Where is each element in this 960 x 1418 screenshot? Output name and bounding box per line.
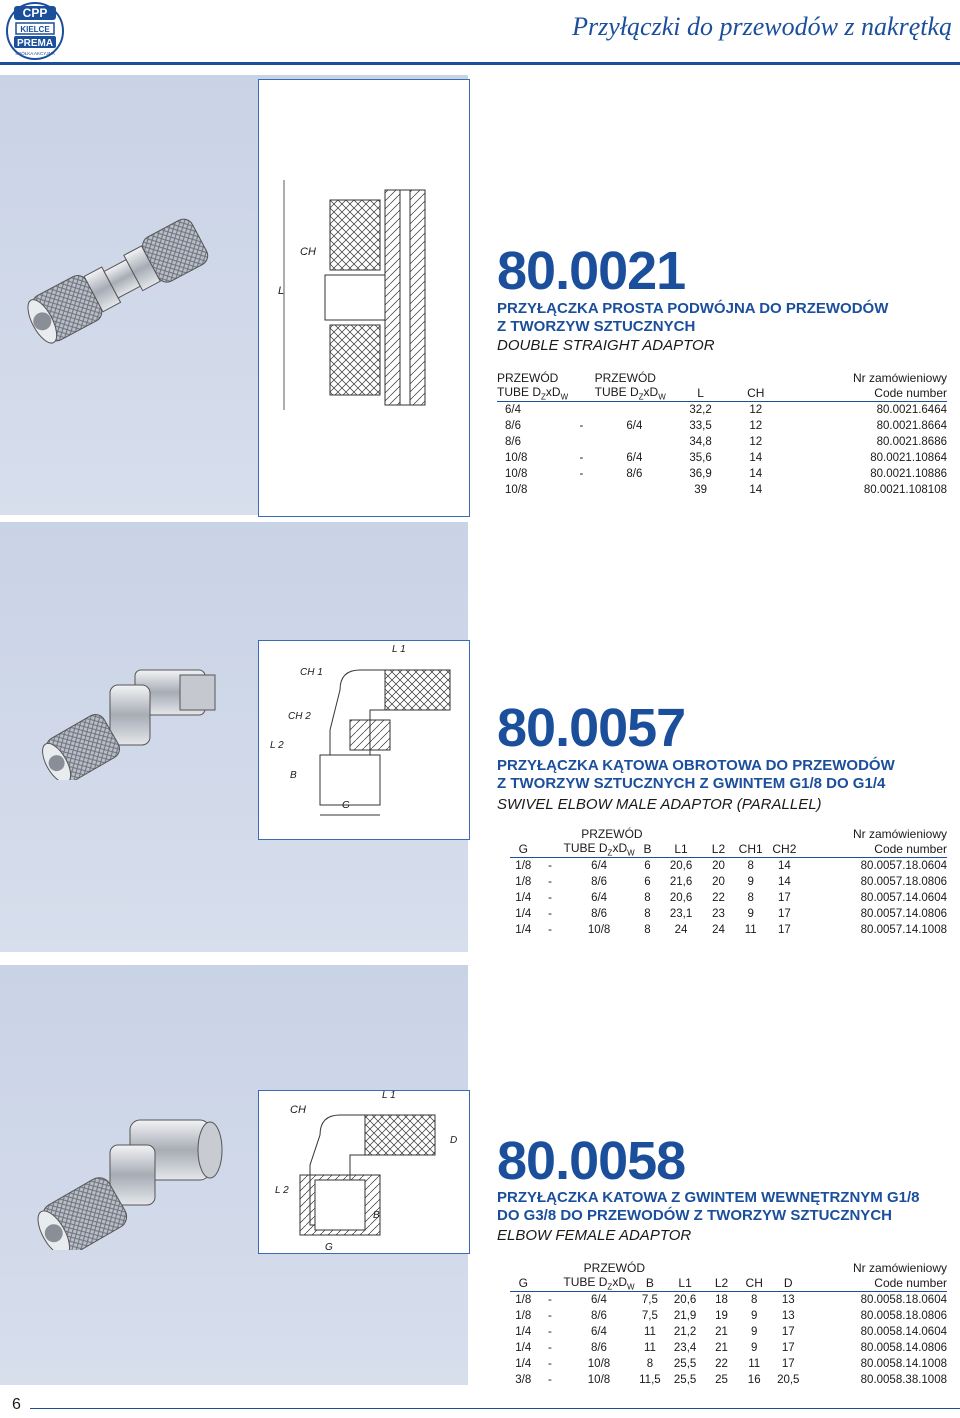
table-cell: - [579,452,584,465]
table-cell: 16 [747,1374,761,1387]
page-number: 6 [12,1396,21,1413]
table-cell: 80.0058.38.1008 [860,1374,947,1387]
table-cell: 7,5 [641,1294,658,1307]
table-cell: 80.0058.14.0806 [860,1342,947,1355]
table-cell: 8/6 [590,1342,607,1355]
table-cell: 9 [747,908,754,921]
table-cell: 32,2 [689,404,712,417]
table-cell: 80.0021.6464 [876,404,947,417]
table-cell: 9 [747,876,754,889]
table-cell: 23 [712,908,725,921]
col-header-l2: L2 [711,842,726,857]
table-cell: 20 [712,876,725,889]
col-header-l1: L1 [674,842,688,857]
table-cell: 8/6 [626,468,643,481]
drawing-label-d: D [450,1135,458,1146]
table-cell: 22 [715,1358,728,1371]
table-cell: 9 [751,1342,758,1355]
col-header-b: B [645,1276,654,1291]
col-header-ch1: CH1 [738,842,763,857]
table-cell: 20,5 [777,1374,800,1387]
table-cell: 1/8 [515,876,532,889]
product-title-pl [497,1189,919,1225]
table-cell: 80.0057.18.0806 [860,876,947,889]
col-header-przewod-1: PRZEWÓD [497,370,559,385]
table-cell: 22 [712,892,725,905]
table-row [510,1340,947,1356]
table-row [497,434,947,450]
table-cell: 8 [644,924,651,937]
table-cell: 8 [751,1294,758,1307]
table-cell: 12 [749,420,763,433]
table-cell: - [579,420,584,433]
product-title-pl-line-2: Z TWORZYW SZTUCZNYCH [497,318,696,335]
table-row [497,466,947,482]
table-cell: - [548,876,552,889]
col-header-nr: Nr zamówieniowy [852,826,947,841]
table-cell: 80.0021.10886 [870,468,947,481]
drawing-label-l1: L 1 [382,1090,396,1101]
table-row [510,906,947,922]
product-title-pl-line-1: PRZYŁĄCZKA PROSTA PODWÓJNA DO PRZEWODÓW [497,300,889,317]
product-code: 80.0058 [497,1131,686,1191]
elbow-female-photo [30,1110,230,1250]
table-cell: 80.0058.18.0806 [860,1310,947,1323]
table-cell: 1/8 [515,1310,532,1323]
table-cell: 6/4 [591,892,608,905]
product-code: 80.0057 [497,698,686,758]
table-cell: 6 [644,876,651,889]
table-cell: 9 [751,1326,758,1339]
table-cell: - [548,1326,552,1339]
table-cell: 6/4 [591,860,608,873]
col-header-code: Code number [874,386,947,401]
table-cell: 24 [712,924,725,937]
product-title-pl-line-2: DO G3/8 DO PRZEWODÓW Z TWORZYW SZTUCZNYCH [497,1207,892,1224]
drawing-label-ch1: CH 1 [300,667,323,678]
drawing-label-g: G [325,1242,333,1253]
spec-rows [510,1292,947,1388]
col-header-code: Code number [874,842,947,857]
table-cell: 80.0058.18.0604 [860,1294,947,1307]
table-cell: 8/6 [590,1310,607,1323]
elbow-female-drawing [290,1105,460,1250]
table-cell: 8 [644,908,651,921]
table-cell: 10/8 [505,468,528,481]
table-cell: 10/8 [587,924,611,937]
col-header-l2: L2 [714,1276,729,1291]
svg-text:KIELCE: KIELCE [20,25,50,34]
table-cell [595,482,674,498]
table-cell: 8 [747,860,754,873]
table-cell: 6 [644,860,651,873]
drawing-label-l1: L 1 [392,644,406,655]
table-cell: - [548,1310,552,1323]
table-cell: 12 [749,404,763,417]
table-cell: 80.0057.14.1008 [860,924,947,937]
col-header-tube-1: TUBE D [497,385,542,399]
drawing-label-ch2: CH 2 [288,711,311,722]
table-cell: 20 [712,860,725,873]
col-header-code: Code number [874,1276,947,1291]
drawing-label-l: L [278,285,285,297]
table-cell: 1/8 [515,1294,532,1307]
company-logo [6,2,64,60]
header-rule [0,62,960,65]
table-cell: 14 [749,484,763,497]
straight-adaptor-drawing [270,180,460,415]
table-cell: 23,1 [669,908,693,921]
table-cell: 1/4 [515,892,532,905]
product-title-pl-line-2: Z TWORZYW SZTUCZNYCH Z GWINTEM G1/8 DO G1/4 [497,775,886,792]
table-cell: - [548,1294,552,1307]
svg-text:PREMA: PREMA [16,38,54,49]
product-title-pl [497,300,888,336]
col-header-nr: Nr zamówieniowy [852,1260,947,1275]
table-cell: 80.0021.10864 [870,452,947,465]
col-header-nr: Nr zamówieniowy [852,370,947,385]
table-cell: 24 [674,924,688,937]
table-cell: 8/6 [505,436,521,449]
table-cell: 8/6 [591,908,608,921]
col-header-tube: TUBE D [563,841,608,855]
table-cell: 25,5 [673,1358,697,1371]
straight-adaptor-photo [20,215,220,345]
table-row [510,1324,947,1340]
table-cell: - [548,924,552,937]
table-row [497,482,947,498]
table-cell: 13 [781,1310,795,1323]
table-cell: 9 [751,1310,758,1323]
swivel-elbow-photo [40,660,220,780]
table-cell: 8 [646,1358,654,1371]
table-cell: 13 [781,1294,795,1307]
table-cell: 23,4 [673,1342,697,1355]
drawing-label-b: B [373,1210,380,1221]
table-cell: 17 [781,1342,795,1355]
table-cell: 14 [749,452,763,465]
svg-text:SPÓŁKA AKCYJNA: SPÓŁKA AKCYJNA [15,51,55,56]
table-cell: 6/4 [590,1294,607,1307]
table-cell: 10/8 [505,452,528,465]
table-cell: 80.0058.14.1008 [860,1358,947,1371]
col-header-przewod-2: PRZEWÓD [594,370,656,385]
table-row [497,450,947,466]
col-header-tube-2: TUBE D [594,385,639,399]
table-cell: - [548,908,552,921]
col-header-ch2: CH2 [772,842,797,857]
table-cell: 6/4 [505,404,521,417]
table-cell: 1/4 [515,1358,532,1371]
table-cell: 17 [778,924,791,937]
table-row [510,1356,947,1372]
table-cell: 6/4 [590,1326,607,1339]
table-row [510,890,947,906]
table-cell: 25,5 [673,1374,697,1387]
table-cell: 1/4 [515,1326,532,1339]
table-cell [568,482,595,498]
spec-rows [497,402,947,498]
col-header-l: L [697,386,704,401]
table-row [510,858,947,874]
col-header-tube: TUBE D [563,1275,608,1289]
spec-table-80-0058: PRZEWÓD Nr zamówieniowy G TUBE $D_ZxD_W$ B L1 L2 CH D Code number 1/8 - 6/4 7,5 20,6 18 8 13 80.0058.18.0604 1/8 - 8/6 7,5 21,9 19 9 13 80.0058.18.0806 1/4 - 6/4 11 21,2 21 9 17 80.0058.14.0604 1/4 - 8/6 11 23,4 21 9 17 80.0058.14.0806 1/4 - 10/8 8 25,5 22 11 17 80.0058.14.1008 3/8 - 10/8 11,5 25,5 25 16 20,5 80.0058.38.1008 [510,1260,947,1388]
table-cell: 6/4 [626,420,643,433]
table-cell: 80.0021.108108 [863,484,947,497]
table-cell: - [548,892,552,905]
table-cell: 17 [778,892,791,905]
product-title-pl [497,757,895,793]
col-header-l1: L1 [678,1276,692,1291]
table-cell: 80.0058.14.0604 [860,1326,947,1339]
table-row [510,1308,947,1324]
table-cell: 14 [778,876,791,889]
product-title-pl-line-1: PRZYŁĄCZKA KĄTOWA OBROTOWA DO PRZEWODÓW [497,757,895,774]
table-cell: 8/6 [505,420,521,433]
table-cell: 20,6 [673,1294,697,1307]
table-cell: 21,6 [669,876,693,889]
table-cell: - [579,468,584,481]
table-cell: 14 [778,860,791,873]
table-cell: 10/8 [505,484,528,497]
col-header-g: G [518,1276,528,1291]
table-cell: 80.0021.8664 [876,420,947,433]
product-title-en: SWIVEL ELBOW MALE ADAPTOR (PARALLEL) [497,796,822,813]
table-cell [595,402,674,418]
table-cell: 25 [715,1374,728,1387]
table-cell: 36,9 [689,468,712,481]
drawing-label-g: G [342,800,350,811]
col-header-d: D [783,1276,793,1291]
table-cell: 80.0057.14.0604 [860,892,947,905]
table-cell: 11,5 [639,1374,661,1387]
drawing-label-l2: L 2 [275,1185,289,1196]
col-header-przewod: PRZEWÓD [583,1260,646,1275]
col-header-przewod: PRZEWÓD [581,826,643,841]
table-cell: 11 [744,924,757,937]
table-cell: 1/8 [515,860,532,873]
table-cell: 20,6 [669,892,693,905]
table-cell: - [548,1342,552,1355]
table-cell: 1/4 [515,908,532,921]
page-title: Przyłączki do przewodów z nakrętką [572,12,952,41]
col-header-b: B [643,842,652,857]
table-cell: 35,6 [689,452,712,465]
table-row [510,1372,947,1388]
table-cell: 21 [715,1342,728,1355]
table-cell: 19 [715,1310,728,1323]
spec-rows [510,858,947,938]
table-cell: 3/8 [515,1374,532,1387]
footer-rule [30,1408,960,1409]
table-cell: 10/8 [587,1374,611,1387]
table-cell: 8/6 [591,876,608,889]
table-cell: 1/4 [515,1342,532,1355]
table-cell: 12 [749,436,763,449]
table-cell: 20,6 [669,860,693,873]
table-cell: 8 [747,892,754,905]
table-cell: 17 [778,908,791,921]
table-cell: 8 [644,892,651,905]
product-title-en: DOUBLE STRAIGHT ADAPTOR [497,337,715,354]
table-cell: - [548,1374,552,1387]
table-cell: 10/8 [587,1358,611,1371]
table-cell: 80.0021.8686 [876,436,947,449]
swivel-elbow-drawing [300,660,465,825]
table-cell: 1/4 [515,924,532,937]
product-title-en: ELBOW FEMALE ADAPTOR [497,1227,692,1244]
table-cell: 11 [643,1342,656,1355]
drawing-label-ch: CH [300,246,316,258]
table-row [510,922,947,938]
table-cell [595,434,674,450]
table-cell: 11 [643,1326,656,1339]
table-cell: 17 [781,1358,795,1371]
drawing-label-b: B [290,770,297,781]
table-row [510,874,947,890]
spec-table-80-0057: PRZEWÓD Nr zamówieniowy G TUBE $D_ZxD_W$ B L1 L2 CH1 CH2 Code number 1/8 - 6/4 6 20,6 20 8 14 80.0057.18.0604 1/8 - 8/6 6 21,6 20 9 14 80.0057.18.0806 1/4 - 6/4 8 20,6 22 8 17 80.0057.14.0604 1/4 - 8/6 8 23,1 23 9 17 80.0057.14.0806 1/4 - 10/8 8 24 24 11 17 80.0057.14.1008 [510,826,947,938]
drawing-label-l2: L 2 [270,740,284,751]
product-code: 80.0021 [497,241,686,301]
table-cell: 34,8 [689,436,712,449]
table-row [497,402,947,418]
table-cell: - [548,860,552,873]
table-cell [568,434,595,450]
col-header-g: G [518,842,528,857]
table-cell: 21 [715,1326,728,1339]
col-header-ch: CH [747,386,765,401]
spec-table-80-0021: PRZEWÓD PRZEWÓD Nr zamówieniowy TUBE $D_ZxD_W$ TUBE $D_ZxD_W$ L CH Code number 6/4 32,2 12 80.0021.6464 8/6 - 6/4 33,5 12 80.0021.8664 8/6 34,8 12 80.0021.8686 10/8 - 6/4 35,6 14 80.0021.10864 10/8 - 8/6 36,9 14 80.0021.10886 10/8 39 14 80.0021.108108 [497,370,947,497]
table-cell: 39 [694,484,707,497]
table-cell: 11 [748,1358,761,1371]
table-cell: 18 [715,1294,728,1307]
table-cell: 6/4 [626,452,643,465]
table-cell: 17 [781,1326,795,1339]
table-cell: 21,2 [673,1326,697,1339]
svg-text:CPP: CPP [22,6,48,20]
table-cell: 33,5 [689,420,712,433]
table-cell: 21,9 [673,1310,697,1323]
table-cell: - [548,1358,552,1371]
table-row [510,1292,947,1308]
table-cell: 7,5 [641,1310,658,1323]
table-cell [568,402,595,418]
table-cell: 80.0057.18.0604 [860,860,947,873]
col-header-ch: CH [745,1276,763,1291]
table-cell: 14 [749,468,763,481]
table-cell: 80.0057.14.0806 [860,908,947,921]
product-title-pl-line-1: PRZYŁĄCZKA KATOWA Z GWINTEM WEWNĘTRZNYM G1/8 [497,1189,920,1206]
drawing-label-ch: CH [290,1104,306,1116]
table-row [497,418,947,434]
